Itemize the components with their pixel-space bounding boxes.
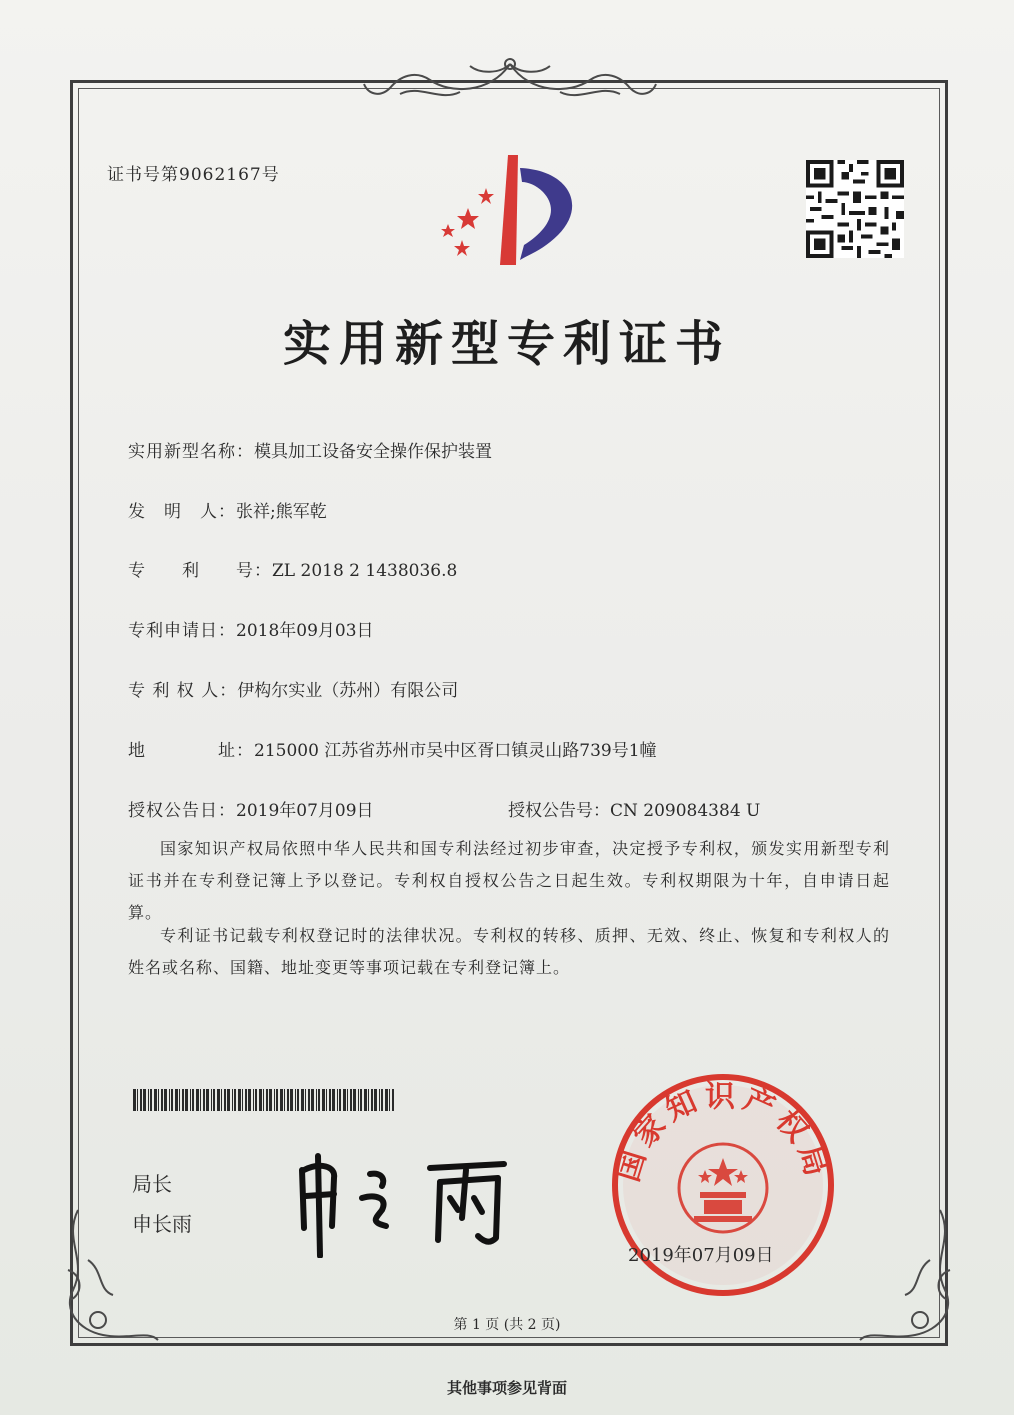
qr-code-icon	[806, 160, 904, 258]
patentee-label: 专 利 权 人：	[128, 681, 238, 701]
field-inventor	[128, 497, 327, 522]
name-value: 模具加工设备安全操作保护装置	[254, 442, 492, 462]
address-label: 地 址：	[128, 741, 254, 761]
publication-date-label: 授权公告日：	[128, 801, 236, 821]
top-ornament	[360, 54, 660, 106]
field-address	[128, 736, 657, 761]
field-patent-number	[128, 556, 457, 581]
certificate-title: 实用新型专利证书	[282, 316, 731, 372]
barcode	[133, 1089, 395, 1111]
filing-date-label: 专利申请日：	[128, 621, 236, 641]
seal-date: 2019年07月09日	[628, 1245, 774, 1266]
inventor-value: 张祥;熊军乾	[236, 502, 327, 522]
cnipa-logo	[438, 150, 588, 275]
paragraph-legal-status: 专利证书记载专利权登记时的法律状况。专利权的转移、质押、无效、终止、恢复和专利权人的姓名或名称、国籍、地址变更等事项记载在专利登记簿上。	[128, 926, 890, 977]
field-filing-date	[128, 616, 374, 641]
signatory-name: 申长雨	[132, 1212, 192, 1236]
inventor-label: 发 明 人：	[128, 502, 236, 522]
publication-number-label: 授权公告号：	[508, 801, 610, 821]
field-utility-model-name	[128, 437, 492, 462]
seal-text: 国家知识产权局	[610, 1079, 836, 1186]
name-label: 实用新型名称：	[128, 442, 254, 462]
patent-number-value: ZL 2018 2 1438036.8	[272, 561, 458, 581]
handwritten-signature	[290, 1148, 520, 1258]
signatory-role: 局长	[132, 1172, 172, 1196]
filing-date-value: 2018年09月03日	[236, 621, 374, 641]
back-note: 其他事项参见背面	[446, 1379, 567, 1397]
publication-number-value: CN 209084384 U	[610, 801, 761, 821]
field-publication-date	[128, 796, 374, 821]
certificate-number: 证书号第9062167号	[107, 165, 280, 185]
publication-date-value: 2019年07月09日	[236, 801, 374, 821]
field-publication-number	[508, 796, 760, 821]
patentee-value: 伊构尔实业（苏州）有限公司	[237, 681, 459, 701]
patent-number-label: 专 利 号：	[128, 561, 272, 581]
page-indicator: 第 1 页 (共 2 页)	[453, 1317, 561, 1333]
paragraph-grant-statement: 国家知识产权局依照中华人民共和国专利法经过初步审查，决定授予专利权，颁发实用新型专利证书并在专利登记簿上予以登记。专利权自授权公告之日起生效。专利权期限为十年，自申请日起算。	[128, 839, 890, 922]
field-patentee	[128, 676, 458, 701]
address-value: 215000 江苏省苏州市吴中区胥口镇灵山路739号1幢	[254, 741, 657, 761]
